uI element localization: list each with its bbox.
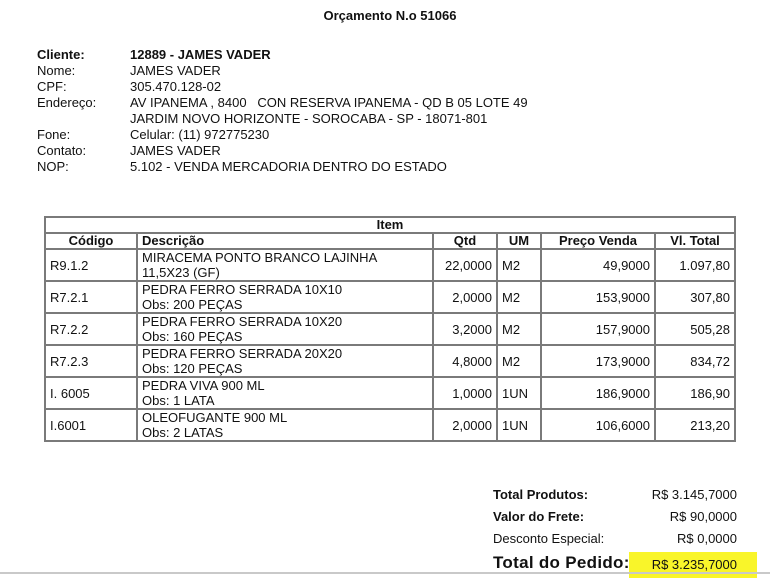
cell-preco: 153,9000	[541, 281, 655, 313]
cliente-label: Cliente:	[37, 47, 85, 62]
cell-qtd: 3,2000	[433, 313, 497, 345]
items-table	[44, 216, 736, 442]
table-row	[45, 249, 735, 281]
fone-label: Fone:	[37, 127, 71, 142]
cell-total: 1.097,80	[655, 249, 735, 281]
total-produtos-value: R$ 3.145,7000	[651, 487, 737, 502]
header-um: UM	[497, 233, 541, 249]
cell-um: M2	[497, 281, 541, 313]
desc-line-1: OLEOFUGANTE 900 ML	[142, 410, 288, 425]
desconto-row	[493, 530, 743, 552]
valor-frete-label: Valor do Frete:	[493, 509, 585, 524]
cell-codigo: I. 6005	[45, 377, 137, 409]
endereco-label: Endereço:	[37, 95, 97, 110]
table-row	[45, 377, 735, 409]
header-qtd: Qtd	[433, 233, 497, 249]
cell-um: M2	[497, 345, 541, 377]
cell-codigo: R7.2.1	[45, 281, 137, 313]
desc-line-1: PEDRA FERRO SERRADA 20X20	[142, 346, 343, 361]
cell-preco: 173,9000	[541, 345, 655, 377]
cell-total: 834,72	[655, 345, 735, 377]
cell-qtd: 4,8000	[433, 345, 497, 377]
cell-descricao	[137, 313, 433, 345]
cell-codigo: R7.2.3	[45, 345, 137, 377]
table-header-row	[45, 233, 735, 249]
nome-label: Nome:	[37, 63, 76, 78]
desc-line-2: Obs: 2 LATAS	[142, 425, 224, 440]
cell-preco: 186,9000	[541, 377, 655, 409]
cell-codigo: R7.2.2	[45, 313, 137, 345]
nop-value: 5.102 - VENDA MERCADORIA DENTRO DO ESTADO	[130, 159, 447, 174]
header-descricao: Descrição	[137, 233, 433, 249]
item-group-header: Item	[45, 217, 735, 233]
document-title: Orçamento N.o 51066	[323, 8, 457, 23]
endereco-line2: JARDIM NOVO HORIZONTE - SOROCABA - SP - 18071-801	[130, 111, 488, 126]
cell-um: M2	[497, 249, 541, 281]
cell-total: 505,28	[655, 313, 735, 345]
desconto-label: Desconto Especial:	[493, 531, 605, 546]
page-bottom-rule	[0, 572, 770, 574]
cell-codigo: I.6001	[45, 409, 137, 441]
cell-codigo: R9.1.2	[45, 249, 137, 281]
desconto-value: R$ 0,0000	[677, 531, 737, 546]
total-pedido-row	[493, 552, 743, 578]
nome-value: JAMES VADER	[130, 63, 221, 78]
desc-line-1: PEDRA FERRO SERRADA 10X10	[142, 282, 343, 297]
table-row	[45, 281, 735, 313]
cpf-label: CPF:	[37, 79, 67, 94]
contato-label: Contato:	[37, 143, 87, 158]
cell-descricao	[137, 281, 433, 313]
cell-um: 1UN	[497, 409, 541, 441]
table-row	[45, 409, 735, 441]
desc-line-2: Obs: 160 PEÇAS	[142, 329, 243, 344]
table-row	[45, 345, 735, 377]
valor-frete-value: R$ 90,0000	[669, 509, 737, 524]
totals-block	[493, 486, 743, 578]
cell-total: 186,90	[655, 377, 735, 409]
cell-qtd: 22,0000	[433, 249, 497, 281]
contato-value: JAMES VADER	[130, 143, 221, 158]
total-produtos-label: Total Produtos:	[493, 487, 589, 502]
total-produtos-row	[493, 486, 743, 508]
table-group-header-row	[45, 217, 735, 233]
total-pedido-label: Total do Pedido:	[493, 553, 630, 572]
valor-frete-row	[493, 508, 743, 530]
nop-label: NOP:	[37, 159, 69, 174]
cell-total: 307,80	[655, 281, 735, 313]
cell-preco: 157,9000	[541, 313, 655, 345]
cell-descricao	[137, 249, 433, 281]
desc-line-1: PEDRA VIVA 900 ML	[142, 378, 265, 393]
cell-descricao	[137, 345, 433, 377]
desc-line-2: Obs: 120 PEÇAS	[142, 361, 243, 376]
total-pedido-value: R$ 3.235,7000	[651, 557, 737, 572]
desc-line-1: MIRACEMA PONTO BRANCO LAJINHA	[142, 250, 378, 265]
desc-line-1: PEDRA FERRO SERRADA 10X20	[142, 314, 343, 329]
header-preco-venda: Preço Venda	[541, 233, 655, 249]
endereco-line1: AV IPANEMA , 8400 CON RESERVA IPANEMA - QD B 05 LOTE 49	[130, 95, 528, 110]
cell-preco: 106,6000	[541, 409, 655, 441]
header-codigo: Código	[45, 233, 137, 249]
table-row	[45, 313, 735, 345]
cell-total: 213,20	[655, 409, 735, 441]
desc-line-2: 11,5X23 (GF)	[142, 265, 220, 280]
cliente-value: 12889 - JAMES VADER	[130, 47, 271, 62]
desc-line-2: Obs: 1 LATA	[142, 393, 215, 408]
cell-descricao	[137, 409, 433, 441]
cell-descricao	[137, 377, 433, 409]
header-vl-total: Vl. Total	[655, 233, 735, 249]
fone-value: Celular: (11) 972775230	[130, 127, 270, 142]
cell-qtd: 1,0000	[433, 377, 497, 409]
cell-qtd: 2,0000	[433, 281, 497, 313]
cell-preco: 49,9000	[541, 249, 655, 281]
cell-um: 1UN	[497, 377, 541, 409]
cpf-value: 305.470.128-02	[130, 79, 222, 94]
desc-line-2: Obs: 200 PEÇAS	[142, 297, 243, 312]
cell-qtd: 2,0000	[433, 409, 497, 441]
cell-um: M2	[497, 313, 541, 345]
